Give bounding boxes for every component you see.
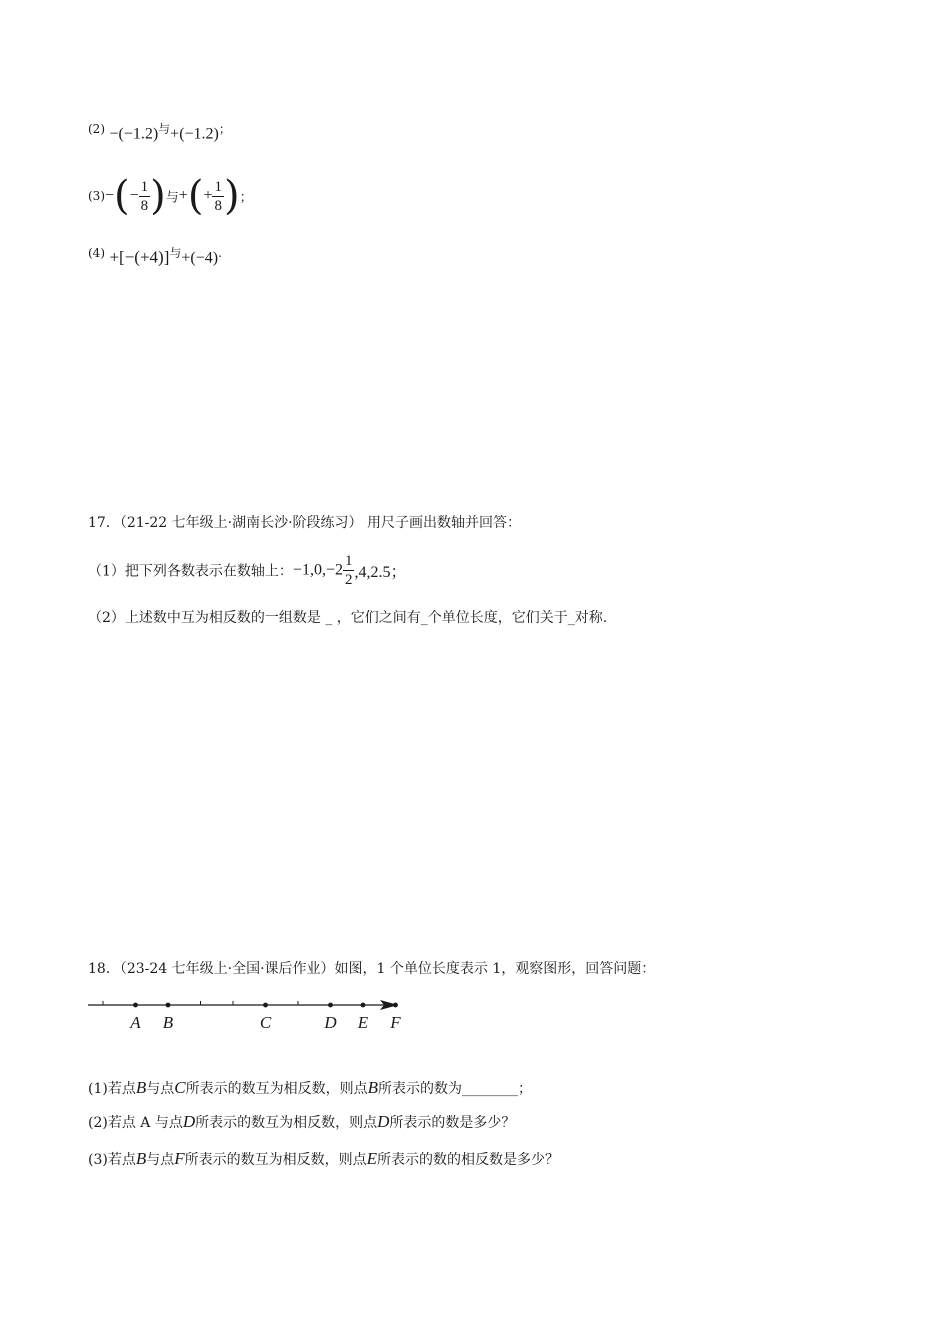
- question-17-part-2: （2）上述数中互为相反数的一组数是 _ ，它们之间有_个单位长度，它们关于_对称.: [88, 610, 608, 626]
- numerator: 1: [140, 178, 149, 195]
- point-a-label: A: [130, 1013, 141, 1032]
- denominator: 2: [344, 572, 353, 588]
- question-17-header: 17．（21-22 七年级上·湖南长沙·阶段练习） 用尺子画出数轴并回答：: [88, 515, 521, 531]
- fraction: [212, 178, 224, 215]
- inner-sign: +: [203, 187, 213, 204]
- text: 所表示的数互为相反数，则点: [184, 1152, 367, 1168]
- denominator: 8: [214, 197, 222, 214]
- mixed-fraction: [343, 552, 355, 589]
- number-line-figure: [86, 994, 406, 1038]
- text: 所表示的数互为相反数，则点: [185, 1081, 368, 1097]
- item-label: (2): [88, 122, 105, 136]
- text: 与点: [146, 1152, 175, 1168]
- question-18-sub-3: [88, 1149, 559, 1169]
- question-17-part-1: [88, 552, 406, 589]
- connector: 与: [165, 190, 179, 206]
- number-list-tail: ,4,2.5；: [354, 564, 407, 581]
- text: 与点: [146, 1081, 175, 1097]
- point-label: D: [377, 1112, 390, 1131]
- minus-sign: −: [105, 187, 115, 204]
- item-label: (4): [88, 246, 105, 260]
- point-label: E: [366, 1149, 378, 1168]
- point-label: D: [182, 1112, 196, 1131]
- number-list: −1,0,−2: [292, 561, 343, 579]
- point-e-label: E: [357, 1013, 369, 1032]
- point-label: B: [135, 1078, 147, 1097]
- denominator: 8: [140, 197, 149, 214]
- connector: 与: [169, 246, 182, 260]
- exercise-item-3: [88, 173, 253, 219]
- question-18-sub-1: [88, 1078, 532, 1098]
- item-label: (3): [88, 189, 105, 203]
- terminator: ；: [218, 122, 231, 136]
- point-d-label: D: [324, 1013, 337, 1032]
- expression-right: +(−1.2): [170, 125, 219, 143]
- point-d-dot: [328, 1003, 333, 1008]
- expression-left: +[−(+4)]: [109, 247, 170, 267]
- expression-right: +(−4): [181, 249, 219, 267]
- text: 所表示的数互为相反数，则点: [195, 1115, 378, 1131]
- point-e-dot: [361, 1003, 366, 1008]
- right-paren: ): [150, 173, 166, 219]
- inner-sign: −: [129, 187, 139, 204]
- axis-points: [129, 1003, 401, 1032]
- terminator: .: [218, 246, 222, 260]
- point-label: C: [174, 1078, 186, 1097]
- numerator: 1: [344, 553, 353, 569]
- point-c-label: C: [259, 1013, 272, 1032]
- exercise-item-2: [88, 120, 231, 144]
- text: (2)若点 A 与点: [88, 1115, 183, 1131]
- point-a-dot: [133, 1003, 138, 1008]
- question-18-sub-2: [88, 1112, 515, 1132]
- point-b-label: B: [162, 1013, 174, 1032]
- part-text: （1）把下列各数表示在数轴上：: [88, 563, 293, 580]
- expression-left: −(−1.2): [109, 125, 159, 143]
- exercise-item-4: [88, 244, 222, 268]
- connector: 与: [158, 122, 171, 136]
- plus-sign: +: [178, 187, 188, 204]
- point-f-dot: [393, 1003, 398, 1008]
- text: (3)若点: [88, 1152, 136, 1168]
- point-c-dot: [263, 1003, 268, 1008]
- point-label: B: [135, 1149, 147, 1168]
- fraction: [139, 178, 151, 215]
- point-label: B: [367, 1078, 378, 1097]
- terminator: ；: [239, 190, 253, 206]
- point-b-dot: [166, 1003, 171, 1008]
- text: 所表示的数的相反数是多少？: [377, 1152, 560, 1168]
- right-paren: ): [223, 173, 240, 219]
- text: (1)若点: [88, 1081, 136, 1097]
- numerator: 1: [214, 178, 222, 195]
- text: 所表示的数为________；: [377, 1081, 532, 1097]
- question-18-header: 18．（23-24 七年级上·全国·课后作业）如图，1 个单位长度表示 1，观察图形，回答问题：: [88, 961, 656, 977]
- text: 所表示的数是多少？: [389, 1115, 516, 1131]
- point-label: F: [174, 1149, 185, 1168]
- point-f-label: F: [390, 1013, 401, 1032]
- left-paren: (: [114, 173, 130, 219]
- left-paren: (: [187, 173, 204, 219]
